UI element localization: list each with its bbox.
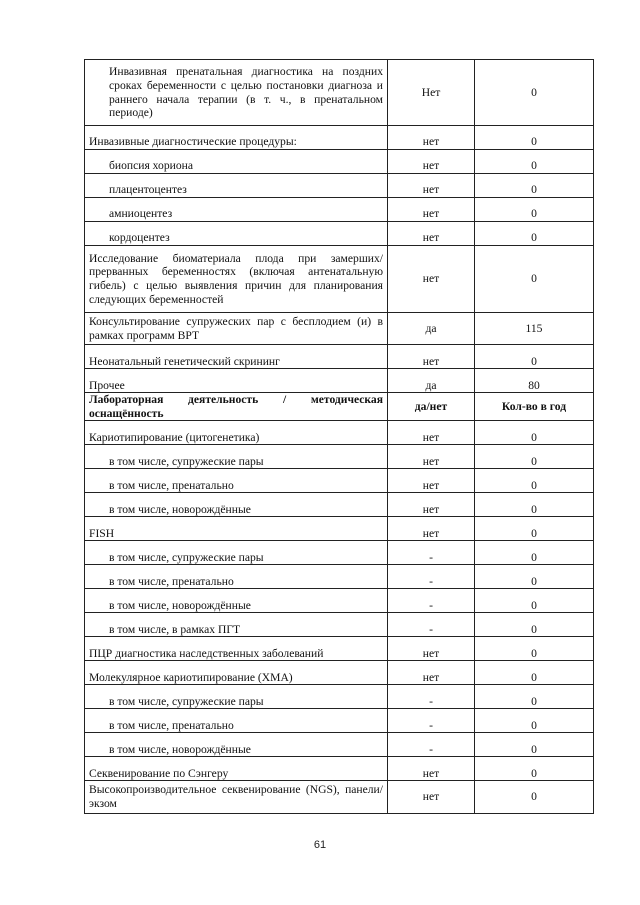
count-cell: 0 <box>475 345 594 369</box>
page-number: 61 <box>313 839 327 851</box>
yes-no-cell: нет <box>388 198 475 222</box>
table-row <box>85 637 594 661</box>
table-row <box>85 685 594 709</box>
row-label-cell: Секвенирование по Сэнгеру <box>85 757 388 781</box>
table-row <box>85 757 594 781</box>
yes-no-cell: нет <box>388 661 475 685</box>
statistics-table <box>84 59 594 814</box>
row-label-cell: в том числе, новорождённые <box>85 493 388 517</box>
row-label-cell: FISH <box>85 517 388 541</box>
row-label-cell: в том числе, новорождённые <box>85 589 388 613</box>
table-row <box>85 517 594 541</box>
yes-no-cell: нет <box>388 421 475 445</box>
table-row <box>85 589 594 613</box>
yes-no-cell: да <box>388 369 475 393</box>
count-cell: 0 <box>475 222 594 246</box>
row-label-cell: в том числе, пренатально <box>85 565 388 589</box>
count-cell: 0 <box>475 589 594 613</box>
table-row <box>85 198 594 222</box>
row-label-cell: Инвазивная пренатальная диагностика на поздних сроках беременности с целью постановки диагноза и раннего начала терапии (в т. ч., в пренатальном периоде) <box>85 60 388 126</box>
table-row <box>85 150 594 174</box>
table-row <box>85 565 594 589</box>
yes-no-cell: нет <box>388 174 475 198</box>
count-cell: 0 <box>475 709 594 733</box>
row-label-cell: кордоцентез <box>85 222 388 246</box>
row-label-cell: в том числе, пренатально <box>85 469 388 493</box>
yes-no-cell: нет <box>388 345 475 369</box>
table-row <box>85 126 594 150</box>
row-label-cell: амниоцентез <box>85 198 388 222</box>
header-count-cell: Кол-во в год <box>475 393 594 421</box>
table-row <box>85 222 594 246</box>
count-cell: 0 <box>475 565 594 589</box>
count-cell: 0 <box>475 733 594 757</box>
count-cell: 0 <box>475 541 594 565</box>
table-row <box>85 345 594 369</box>
row-label-cell: Молекулярное кариотипирование (ХМА) <box>85 661 388 685</box>
yes-no-cell: - <box>388 565 475 589</box>
table-row <box>85 541 594 565</box>
count-cell: 80 <box>475 369 594 393</box>
yes-no-cell: нет <box>388 222 475 246</box>
yes-no-cell: нет <box>388 469 475 493</box>
yes-no-cell: да <box>388 313 475 345</box>
row-label-cell: Кариотипирование (цитогенетика) <box>85 421 388 445</box>
yes-no-cell: нет <box>388 126 475 150</box>
count-cell: 0 <box>475 198 594 222</box>
row-label-cell: биопсия хориона <box>85 150 388 174</box>
yes-no-cell: нет <box>388 445 475 469</box>
table-row <box>85 421 594 445</box>
header-label-cell: Лабораторная деятельность / методическая оснащённость <box>85 393 388 421</box>
header-yes-no-cell: да/нет <box>388 393 475 421</box>
table-row <box>85 313 594 345</box>
count-cell: 0 <box>475 246 594 313</box>
count-cell: 0 <box>475 150 594 174</box>
table-row <box>85 469 594 493</box>
count-cell: 0 <box>475 174 594 198</box>
yes-no-cell: нет <box>388 757 475 781</box>
row-label-cell: в том числе, новорождённые <box>85 733 388 757</box>
count-cell: 0 <box>475 493 594 517</box>
row-label-cell: Высокопроизводительное секвенирование (NGS), панели/экзом <box>85 781 388 813</box>
row-label-cell: Консультирование супружеских пар с бесплодием (и) в рамках программ ВРТ <box>85 313 388 345</box>
table-row <box>85 781 594 813</box>
yes-no-cell: - <box>388 613 475 637</box>
count-cell: 0 <box>475 613 594 637</box>
count-cell: 0 <box>475 126 594 150</box>
count-cell: 0 <box>475 757 594 781</box>
yes-no-cell: - <box>388 733 475 757</box>
count-cell: 0 <box>475 685 594 709</box>
yes-no-cell: нет <box>388 493 475 517</box>
table-row <box>85 733 594 757</box>
count-cell: 0 <box>475 637 594 661</box>
table-header-row <box>85 393 594 421</box>
table-body <box>85 60 594 814</box>
table-row <box>85 709 594 733</box>
row-label-cell: плацентоцентез <box>85 174 388 198</box>
yes-no-cell: нет <box>388 637 475 661</box>
yes-no-cell: - <box>388 541 475 565</box>
table-row <box>85 493 594 517</box>
yes-no-cell: - <box>388 685 475 709</box>
table-row <box>85 60 594 126</box>
row-label-cell: в том числе, в рамках ПГТ <box>85 613 388 637</box>
table-row <box>85 661 594 685</box>
row-label-cell: Инвазивные диагностические процедуры: <box>85 126 388 150</box>
table-row <box>85 174 594 198</box>
row-label-cell: ПЦР диагностика наследственных заболеваний <box>85 637 388 661</box>
count-cell: 115 <box>475 313 594 345</box>
table-row <box>85 613 594 637</box>
row-label-cell: в том числе, пренатально <box>85 709 388 733</box>
count-cell: 0 <box>475 445 594 469</box>
row-label-cell: Исследование биоматериала плода при замерших/прерванных беременностях (включая антенатальную гибель) с целью выявления причин для планирования следующих беременностей <box>85 246 388 313</box>
row-label-cell: в том числе, супружеские пары <box>85 541 388 565</box>
yes-no-cell: нет <box>388 150 475 174</box>
table-row <box>85 246 594 313</box>
yes-no-cell: - <box>388 589 475 613</box>
count-cell: 0 <box>475 517 594 541</box>
yes-no-cell: нет <box>388 246 475 313</box>
count-cell: 0 <box>475 781 594 813</box>
row-label-cell: Прочее <box>85 369 388 393</box>
count-cell: 0 <box>475 469 594 493</box>
count-cell: 0 <box>475 60 594 126</box>
table-row <box>85 445 594 469</box>
count-cell: 0 <box>475 421 594 445</box>
yes-no-cell: нет <box>388 517 475 541</box>
table-row <box>85 369 594 393</box>
count-cell: 0 <box>475 661 594 685</box>
row-label-cell: в том числе, супружеские пары <box>85 685 388 709</box>
yes-no-cell: нет <box>388 781 475 813</box>
row-label-cell: Неонатальный генетический скрининг <box>85 345 388 369</box>
yes-no-cell: - <box>388 709 475 733</box>
yes-no-cell: Нет <box>388 60 475 126</box>
row-label-cell: в том числе, супружеские пары <box>85 445 388 469</box>
